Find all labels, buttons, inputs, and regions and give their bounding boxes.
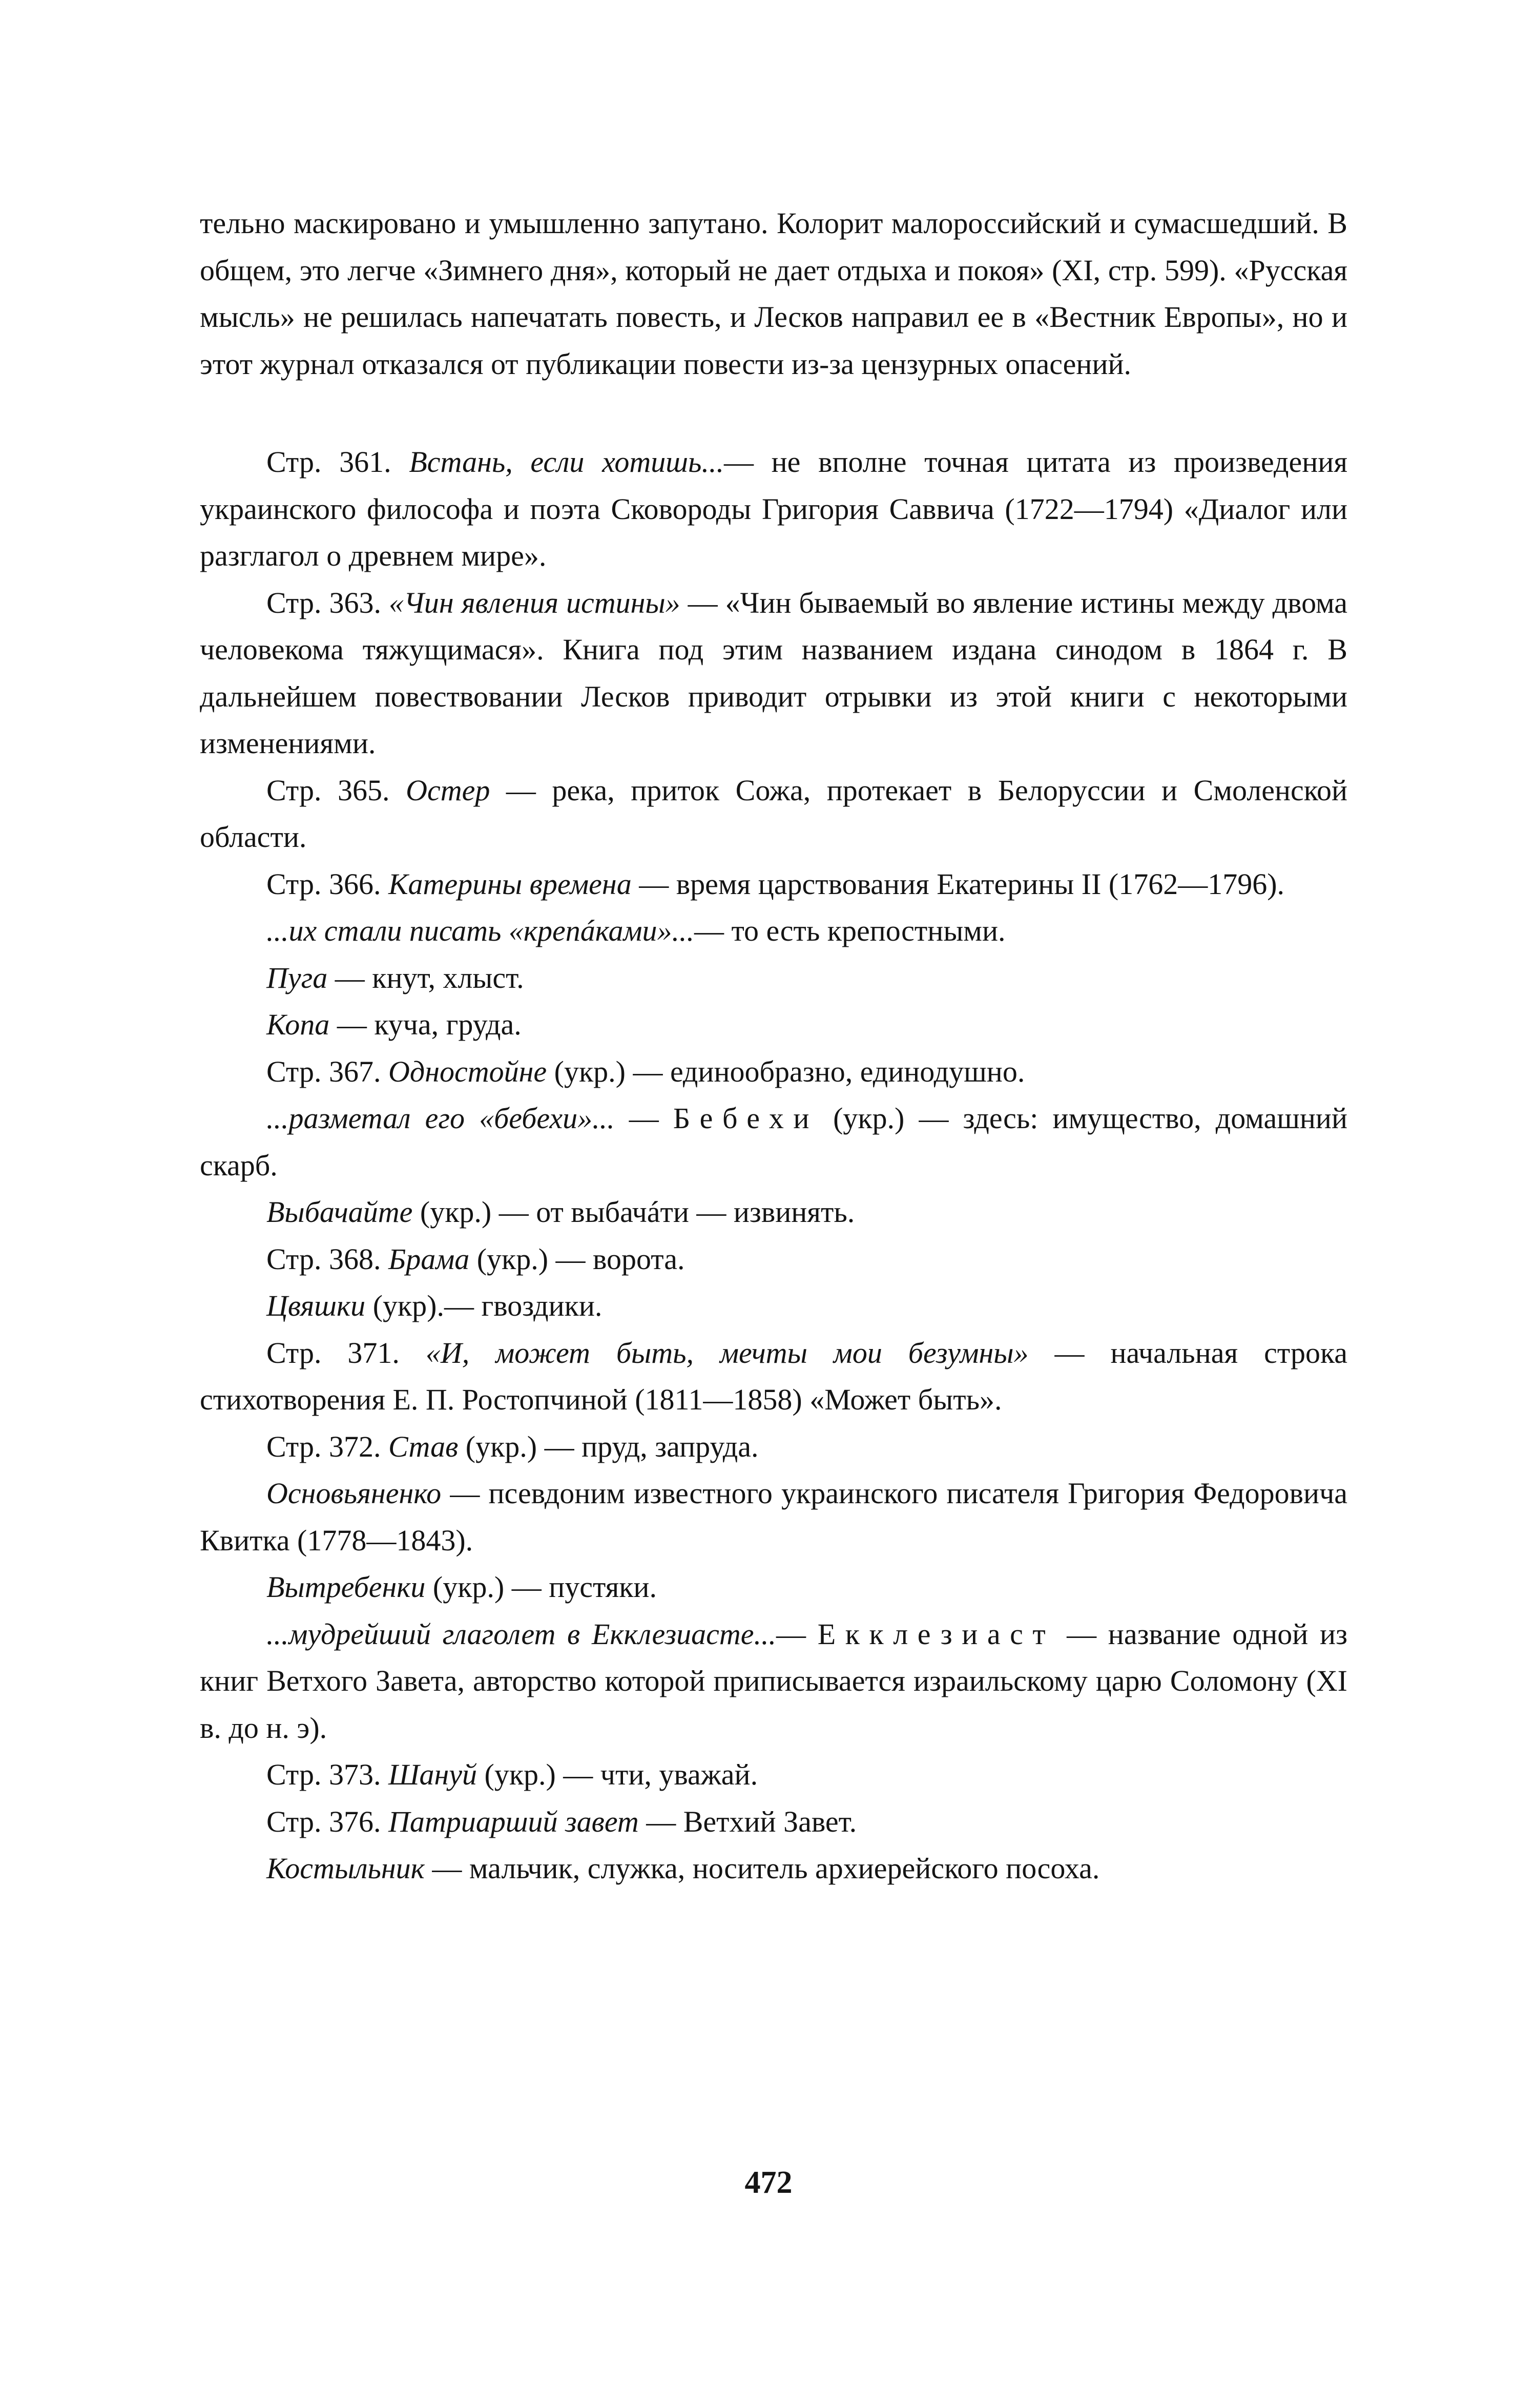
note-373: Стр. 373. Шануй (укр.) — чти, уважай.: [266, 1758, 758, 1791]
note-tsvyashki: Цвяшки (укр).— гвоздики.: [266, 1289, 603, 1322]
note-krepaki: ...их стали писать «крепáками»...— то есть крепостными.: [266, 914, 1006, 947]
note-371: Стр. 371. «И, может быть, мечты мои безумны» — начальная строка стихотворения Е. П. Ростопчиной (1811—1858) «Может быть».: [200, 1336, 1347, 1416]
note-361: Стр. 361. Встань, если хотишь...— не вполне точная цитата из произведения украинского философа и поэта Сковороды Григория Саввича (1722—1794) «Диалог или разглагол о древнем мире».: [200, 445, 1347, 572]
note-vytrebenki: Вытребенки (укр.) — пустяки.: [266, 1570, 657, 1604]
note-kostylnik: Костыльник — мальчик, служка, носитель архиерейского посоха.: [266, 1852, 1100, 1885]
note-kopa: Копа — куча, груда.: [266, 1008, 522, 1041]
page-number: 472: [744, 2165, 793, 2200]
note-363: Стр. 363. «Чин явления истины» — «Чин бываемый во явление истины между двома человекома тяжущимася». Книга под этим названием издана синодом в 1864 г. В дальнейшем повествовании Лесков приводит отрывки из этой книги с некоторыми изменениями.: [200, 586, 1348, 760]
note-368: Стр. 368. Брама (укр.) — ворота.: [266, 1242, 685, 1276]
section-gap: [200, 387, 1347, 439]
note-vybachayte: Выбачайте (укр.) — от выбачáти — извинять.: [266, 1195, 855, 1229]
note-366: Стр. 366. Катерины времена — время царствования Екатерины II (1762—1796).: [266, 867, 1285, 901]
note-bebehi: ...разметал его «бебехи»... — Бебехи (укр.) — здесь: имущество, домашний скарб.: [200, 1102, 1347, 1182]
page-body: [200, 200, 1347, 1892]
note-osnovyanenko: Основьяненко — псевдоним известного украинского писателя Григория Федоровича Квитка (1778—1843).: [200, 1477, 1347, 1557]
note-ekklesiast: ...мудрейший глаголет в Екклезиасте...— Екклезиаст — название одной из книг Ветхого Завета, авторство которой приписывается израильскому царю Соломону (XI в. до н. э).: [200, 1617, 1348, 1745]
intro-paragraph: тельно маскировано и умышленно запутано. Колорит малороссийский и сумасшедший. В общем, это легче «Зимнего дня», который не дает отдыха и покоя» (XI, стр. 599). «Русская мысль» не решилась напечатать повесть, и Лесков направил ее в «Вестник Европы», но и этот журнал отказался от публикации повести из-за цензурных опасений.: [200, 206, 1347, 381]
note-372: Стр. 372. Став (укр.) — пруд, запруда.: [266, 1429, 759, 1463]
note-365: Стр. 365. Остер — река, приток Сожа, протекает в Белоруссии и Смоленской области.: [200, 773, 1348, 854]
note-367: Стр. 367. Одностойне (укр.) — единообразно, единодушно.: [266, 1054, 1025, 1088]
note-376: Стр. 376. Патриарший завет — Ветхий Завет.: [266, 1804, 857, 1838]
note-puga: Пуга — кнут, хлыст.: [266, 961, 524, 994]
